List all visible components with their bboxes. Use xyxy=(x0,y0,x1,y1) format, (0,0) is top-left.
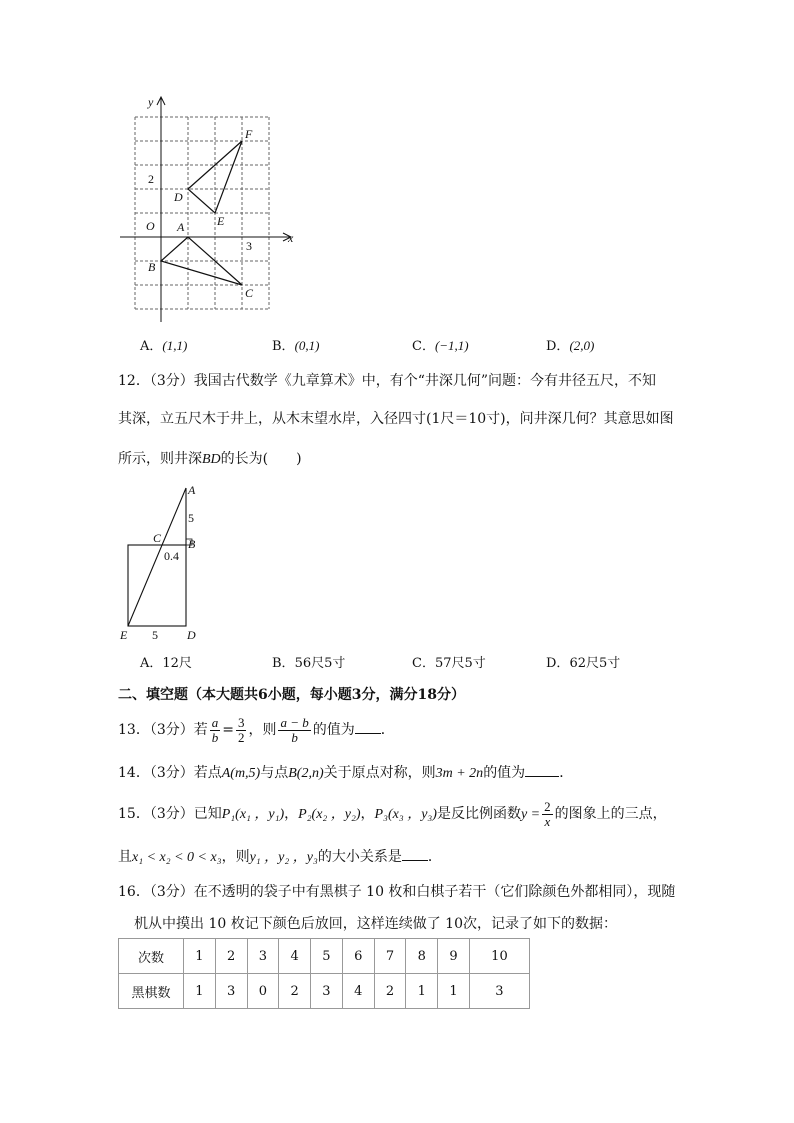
label-A: A xyxy=(188,483,196,497)
q12-option-b: B．56尺5寸 xyxy=(272,656,346,671)
point-B-label: B xyxy=(148,260,156,274)
section-heading: 二、填空题（本大题共6小题，每小题3分，满分18分） xyxy=(118,687,465,703)
well-figure xyxy=(112,478,222,646)
q16-line-1: 16．（3分）在不透明的袋子中有黑棋子 10 枚和白棋子若干（它们除颜色外都相同），现随 xyxy=(118,884,676,900)
label-D: D xyxy=(187,628,196,642)
table-cell: 5 xyxy=(311,939,343,974)
point-F-label: F xyxy=(245,127,253,141)
table-cell: 3 xyxy=(215,974,247,1009)
y-axis-label: y xyxy=(148,95,154,109)
q15-line-2: 且x₁ < x₂ < 0 < x₃，则y₁ ，y₂ ，y₃的大小关系是 ． xyxy=(118,846,442,867)
q11-option-d: D．(2,0) xyxy=(546,338,595,354)
table-cell: 1 xyxy=(184,974,216,1009)
q16-data-table xyxy=(118,938,530,1009)
grid-lines xyxy=(135,117,269,309)
q13-line: 13．（3分）若 $\frac{a}{b}$ = $\frac{3}{2}$ ，则 $\frac{a - b}{b}$ 的值为 ． xyxy=(118,714,395,745)
q12-option-c: C．57尺5寸 xyxy=(412,656,486,671)
label-E: E xyxy=(120,628,128,642)
table-cell: 7 xyxy=(374,939,406,974)
q13-frac-a-over-b: $\frac{a}{b}$ xyxy=(211,714,219,745)
q14-line: 14．（3分）若点A(m,5)与点B(2,n)关于原点对称，则3m + 2n的值为 ． xyxy=(118,762,573,783)
q14-answer-blank[interactable] xyxy=(525,762,559,777)
length-AB: 5 xyxy=(188,511,194,525)
q15-answer-blank[interactable] xyxy=(402,846,428,861)
q11-option-c: C．(−1,1) xyxy=(412,338,469,354)
table-cell: 3 xyxy=(311,974,343,1009)
tick-label-y: 2 xyxy=(148,172,154,186)
tick-label-x: 3 xyxy=(246,239,252,253)
point-A-label: A xyxy=(177,220,185,234)
q13-frac-3-over-2: $\frac{3}{2}$ xyxy=(237,714,245,745)
table-cell: 9 xyxy=(438,939,470,974)
table-header-trials: 次数 xyxy=(119,939,184,974)
table-cell: 0 xyxy=(247,974,279,1009)
axes xyxy=(120,97,291,322)
table-cell: 4 xyxy=(342,974,374,1009)
table-cell: 10 xyxy=(469,939,529,974)
table-cell: 3 xyxy=(247,939,279,974)
table-cell: 1 xyxy=(184,939,216,974)
q13-answer-blank[interactable] xyxy=(355,719,381,734)
point-E-label: E xyxy=(217,214,225,228)
table-cell: 4 xyxy=(279,939,311,974)
table-cell: 1 xyxy=(438,974,470,1009)
table-cell: 2 xyxy=(279,974,311,1009)
label-B: B xyxy=(188,537,196,551)
table-cell: 1 xyxy=(406,974,438,1009)
table-cell: 6 xyxy=(342,939,374,974)
table-cell: 2 xyxy=(215,939,247,974)
q12-option-d: D．62尺5寸 xyxy=(546,656,621,671)
table-row-trials xyxy=(119,939,530,974)
q13-frac-expression: $\frac{a - b}{b}$ xyxy=(280,714,309,745)
table-cell: 2 xyxy=(374,974,406,1009)
length-CB: 0.4 xyxy=(164,549,179,563)
q16-line-2: 机从中摸出 10 枚记下颜色后放回，这样连续做了 10次，记录了如下的数据： xyxy=(134,916,617,932)
point-C-label: C xyxy=(245,286,254,300)
q12-option-a: A．12尺 xyxy=(140,656,192,671)
table-header-black-count: 黑棋数 xyxy=(119,974,184,1009)
q11-option-b: B．(0,1) xyxy=(272,338,320,354)
q15-line-1: 15．（3分）已知P₁(x₁ ，y₁)，P₂(x₂ ，y₂)，P₃(x₃ ，y₃)是反比例函数y = $\frac{2}{x}$ 的图象上的三点， xyxy=(118,798,667,829)
table-row-black-count xyxy=(119,974,530,1009)
coordinate-figure xyxy=(110,90,310,322)
point-D-label: D xyxy=(174,190,183,204)
x-axis-label: x xyxy=(288,231,294,245)
label-C: C xyxy=(153,531,162,545)
q12-line-3: 所示，则井深BD的长为( ) xyxy=(118,451,302,467)
q15-frac-2-over-x: $\frac{2}{x}$ xyxy=(544,798,551,829)
length-ED: 5 xyxy=(152,628,158,642)
origin-label: O xyxy=(146,219,155,233)
q11-option-a: A．(1,1) xyxy=(140,338,188,354)
table-cell: 8 xyxy=(406,939,438,974)
q12-line-2: 其深，立五尺木于井上，从木末望水岸，入径四寸(1尺＝10寸)，问井深几何？其意思如图 xyxy=(118,411,674,427)
q12-line-1: 12．（3分）我国古代数学《九章算术》中，有个“井深几何”问题：今有井径五尺，不知 xyxy=(118,373,657,389)
table-cell: 3 xyxy=(469,974,529,1009)
